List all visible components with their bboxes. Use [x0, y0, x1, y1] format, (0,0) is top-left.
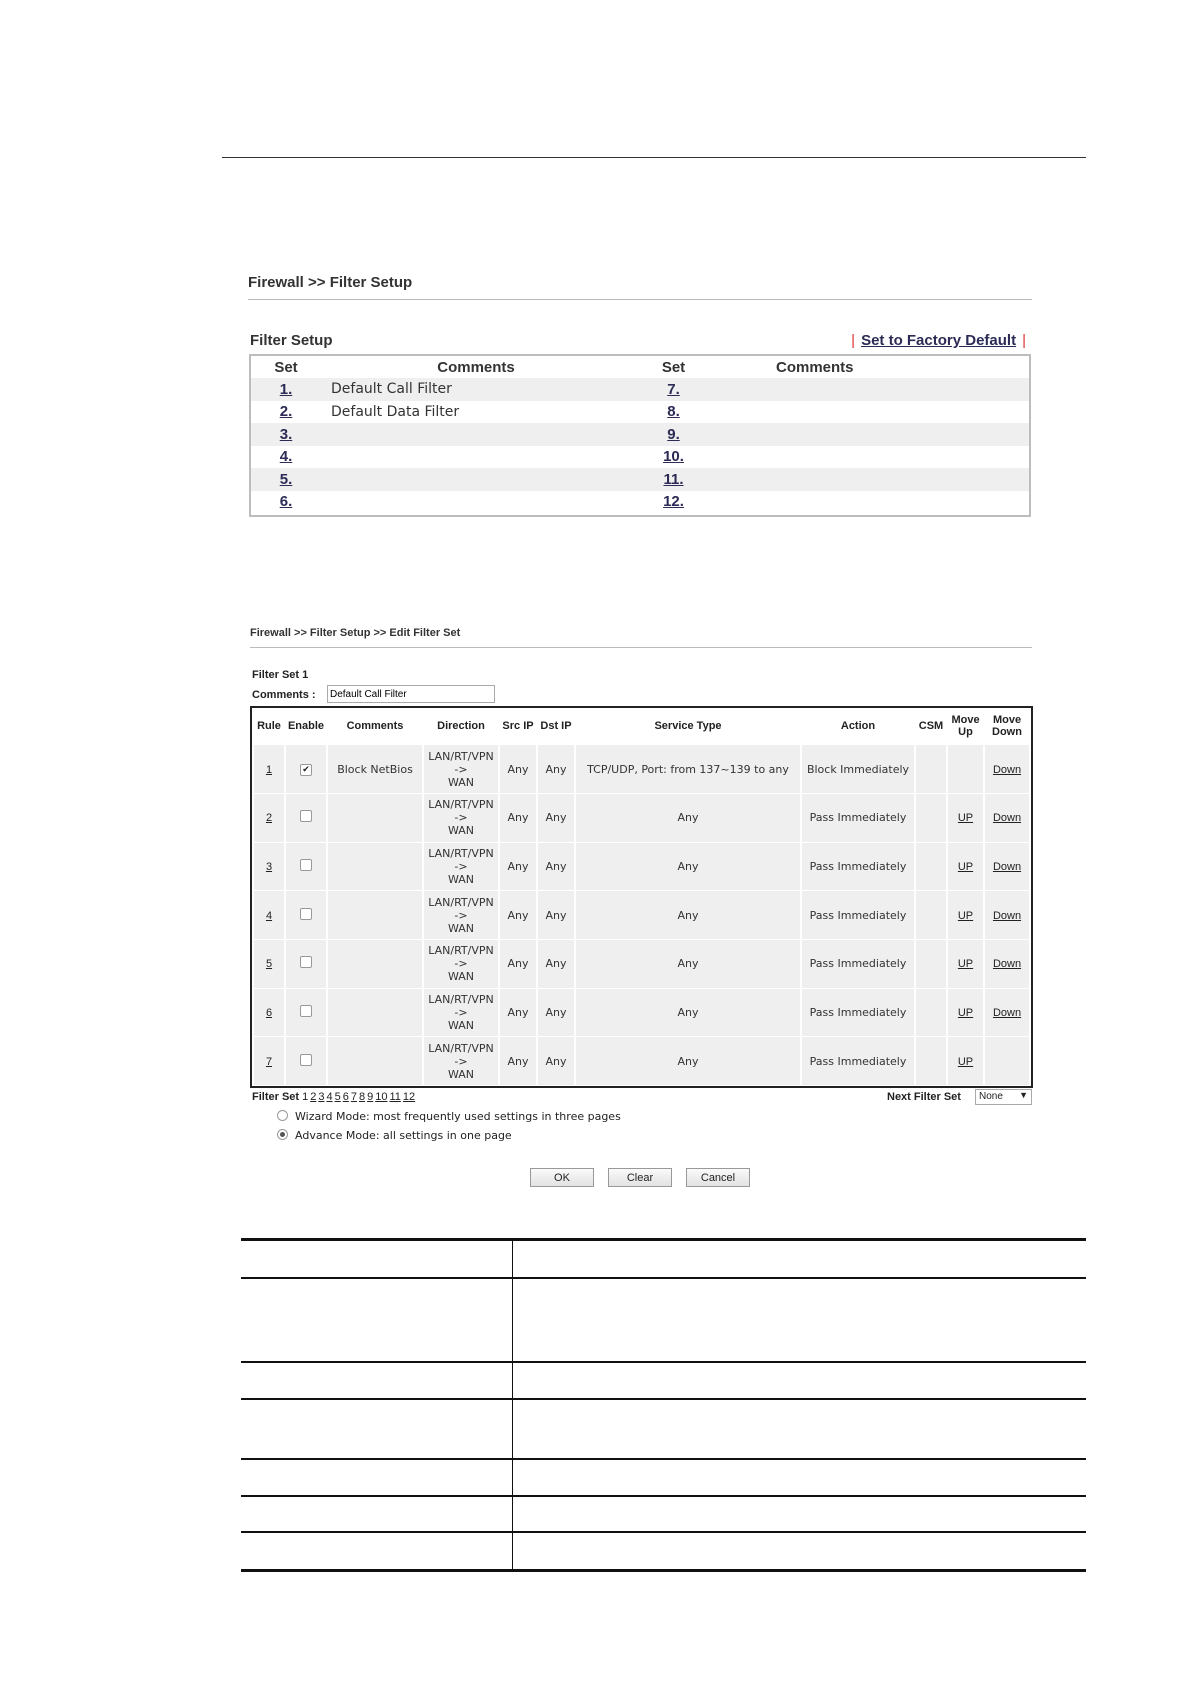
move-up-cell — [947, 842, 984, 891]
column-header-comments: Comments — [776, 358, 854, 376]
set-factory-default-link[interactable]: Set to Factory Default — [861, 332, 1017, 349]
enable-checkbox[interactable]: ✔ — [300, 764, 312, 776]
direction-line: LAN/RT/VPN — [428, 1041, 494, 1055]
breadcrumb-edit-filter-set: Firewall >> Filter Setup >> Edit Filter Set — [250, 627, 461, 639]
dst-ip-cell: Any — [537, 794, 575, 843]
table-row — [241, 1279, 1086, 1363]
move-up-cell — [947, 988, 984, 1037]
direction-line: -> — [454, 860, 468, 874]
set-comment — [716, 446, 1029, 469]
set-comment — [321, 446, 631, 469]
table-cell — [513, 1241, 1086, 1277]
move-up-cell — [947, 1037, 984, 1086]
enable-cell — [285, 1037, 327, 1086]
enable-cell — [285, 891, 327, 940]
table-row — [253, 744, 1030, 793]
direction-line: -> — [454, 957, 468, 971]
table-header-row — [251, 356, 1029, 378]
filter-set-table-box — [249, 354, 1031, 517]
move-down-link[interactable]: Down — [992, 861, 1022, 874]
table-row — [253, 842, 1030, 891]
direction-line: WAN — [447, 873, 475, 887]
table-cell — [241, 1241, 513, 1277]
set-cell — [631, 446, 716, 469]
service-type-cell: Any — [575, 794, 801, 843]
filter-set-current: 1 — [302, 1091, 309, 1103]
rules-table-box — [250, 706, 1033, 1088]
table-row — [253, 794, 1030, 843]
set-cell — [631, 401, 716, 424]
rule-number-cell — [253, 842, 285, 891]
direction-line: WAN — [447, 1018, 475, 1032]
column-header-csm: CSM — [915, 709, 947, 745]
table-row — [253, 891, 1030, 940]
filter-set-link[interactable]: 7. — [667, 380, 680, 398]
description-table — [241, 1238, 1086, 1572]
breadcrumb-filter-setup: Firewall >> Filter Setup — [248, 274, 413, 291]
direction-line: LAN/RT/VPN — [428, 798, 494, 812]
src-ip-cell: Any — [499, 744, 537, 793]
filter-set-page-link[interactable]: 2 — [310, 1091, 317, 1103]
move-down-cell — [984, 891, 1030, 940]
column-header-dst-ip: Dst IP — [537, 709, 575, 745]
csm-cell — [915, 891, 947, 940]
column-header-action: Action — [801, 709, 915, 745]
filter-set-link[interactable]: 12. — [663, 493, 684, 511]
table-row — [241, 1497, 1086, 1533]
table-row — [251, 468, 1029, 491]
table-row — [253, 1037, 1030, 1086]
move-down-cell — [984, 744, 1030, 793]
filter-set-link[interactable]: 5. — [279, 470, 293, 488]
header-line: Move — [951, 714, 980, 727]
action-cell: Pass Immediately — [801, 1037, 915, 1086]
direction-cell — [423, 842, 499, 891]
direction-line: WAN — [447, 921, 475, 935]
filter-set-page-link[interactable]: 11 — [389, 1091, 401, 1103]
table-row — [241, 1400, 1086, 1460]
direction-line: LAN/RT/VPN — [428, 895, 494, 909]
set-comment — [321, 491, 631, 514]
src-ip-cell: Any — [499, 988, 537, 1037]
rule-comment: Block NetBios — [327, 744, 423, 793]
table-row — [251, 423, 1029, 446]
rule-number-link[interactable]: 6 — [265, 1006, 273, 1019]
rule-comment — [327, 842, 423, 891]
filter-set-link[interactable]: 10. — [663, 448, 684, 466]
rule-number-link[interactable]: 1 — [265, 763, 273, 776]
direction-cell — [423, 794, 499, 843]
ok-button[interactable]: OK — [530, 1168, 594, 1187]
move-down-cell — [984, 988, 1030, 1037]
dst-ip-cell: Any — [537, 940, 575, 989]
table-row — [251, 491, 1029, 514]
rule-number-cell — [253, 1037, 285, 1086]
set-comment — [321, 423, 631, 446]
src-ip-cell: Any — [499, 794, 537, 843]
csm-cell — [915, 842, 947, 891]
filter-set-page-link[interactable]: 12 — [402, 1091, 416, 1103]
move-down-link[interactable]: Down — [992, 763, 1022, 776]
src-ip-cell: Any — [499, 891, 537, 940]
rule-number-cell — [253, 744, 285, 793]
set-cell — [251, 378, 321, 401]
dst-ip-cell: Any — [537, 842, 575, 891]
advance-mode-label: Advance Mode: all settings in one page — [295, 1129, 512, 1142]
set-comment — [716, 468, 1029, 491]
table-cell — [241, 1400, 513, 1458]
wizard-mode-label: Wizard Mode: most frequently used settings in three pages — [295, 1110, 621, 1123]
rule-number-link[interactable]: 2 — [265, 812, 273, 825]
table-row — [251, 446, 1029, 469]
table-row — [251, 378, 1029, 401]
advance-mode-option[interactable] — [277, 1129, 512, 1142]
column-header-src-ip: Src IP — [499, 709, 537, 745]
direction-line: WAN — [447, 1067, 475, 1081]
direction-line: WAN — [447, 824, 475, 838]
direction-line: WAN — [447, 970, 475, 984]
filter-set-link[interactable]: 9. — [667, 425, 680, 443]
filter-set-page-link[interactable]: 6 — [342, 1091, 349, 1103]
enable-checkbox[interactable] — [300, 908, 312, 920]
column-header-comments: Comments — [327, 709, 423, 745]
set-comment — [716, 491, 1029, 514]
direction-cell — [423, 988, 499, 1037]
direction-line: -> — [454, 1054, 468, 1068]
move-up-link[interactable]: UP — [957, 1055, 974, 1068]
action-cell: Pass Immediately — [801, 940, 915, 989]
move-up-link[interactable]: UP — [957, 958, 974, 971]
advance-mode-radio[interactable] — [277, 1129, 288, 1140]
pipe-separator: | — [851, 332, 856, 349]
filter-set-link[interactable]: 1. — [279, 380, 293, 398]
filter-set-pagination — [252, 1091, 415, 1103]
filter-set-link[interactable]: 2. — [279, 403, 293, 421]
direction-line: -> — [454, 1005, 468, 1019]
set-cell — [631, 378, 716, 401]
table-cell — [513, 1533, 1086, 1569]
move-down-link[interactable]: Down — [992, 1006, 1022, 1019]
column-header-rule: Rule — [253, 709, 285, 745]
table-cell — [513, 1279, 1086, 1361]
column-header-set: Set — [274, 358, 298, 376]
rule-number-cell — [253, 940, 285, 989]
set-cell — [631, 468, 716, 491]
direction-line: LAN/RT/VPN — [428, 944, 494, 958]
move-down-link[interactable]: Down — [992, 958, 1022, 971]
header-line: Up — [958, 726, 973, 739]
direction-cell — [423, 744, 499, 793]
column-header-set: Set — [661, 358, 686, 376]
move-down-cell — [984, 940, 1030, 989]
table-row — [241, 1363, 1086, 1400]
direction-line: -> — [454, 908, 468, 922]
table-row — [253, 988, 1030, 1037]
next-filter-set-value: None — [979, 1091, 1003, 1102]
service-type-cell: Any — [575, 1037, 801, 1086]
filter-set-link[interactable]: 6. — [279, 493, 293, 511]
table-row — [253, 940, 1030, 989]
rule-number-link[interactable]: 5 — [265, 958, 273, 971]
filter-set-page-link[interactable]: 8 — [358, 1091, 366, 1103]
move-down-cell — [984, 1037, 1030, 1086]
set-cell — [251, 491, 321, 514]
set-cell — [251, 401, 321, 424]
description-table-header — [241, 1238, 1086, 1279]
next-filter-set-select[interactable] — [975, 1089, 1032, 1105]
column-header-enable: Enable — [285, 709, 327, 745]
filter-set-table — [251, 356, 1029, 513]
direction-line: -> — [454, 811, 468, 825]
filter-set-link[interactable]: 3. — [279, 425, 293, 443]
table-row — [251, 401, 1029, 424]
csm-cell — [915, 794, 947, 843]
filter-set-page-link[interactable]: 3 — [318, 1091, 325, 1103]
factory-default-bar — [845, 332, 1032, 349]
table-cell — [241, 1460, 513, 1495]
service-type-cell: TCP/UDP, Port: from 137~139 to any — [575, 744, 801, 793]
action-cell: Pass Immediately — [801, 794, 915, 843]
wizard-mode-radio[interactable] — [277, 1110, 288, 1121]
direction-cell — [423, 891, 499, 940]
column-header-move-up — [947, 709, 984, 745]
set-comment — [716, 423, 1029, 446]
filter-set-link[interactable]: 11. — [663, 470, 684, 488]
dst-ip-cell: Any — [537, 744, 575, 793]
header-line: Down — [992, 726, 1022, 739]
rule-number-link[interactable]: 4 — [265, 909, 273, 922]
set-comment — [716, 378, 1029, 401]
move-down-link[interactable]: Down — [992, 812, 1022, 825]
set-cell — [631, 423, 716, 446]
enable-checkbox[interactable] — [300, 956, 312, 968]
page-top-rule — [222, 157, 1086, 158]
set-comment — [716, 401, 1029, 424]
rule-number-cell — [253, 891, 285, 940]
move-up-cell — [947, 891, 984, 940]
direction-line: -> — [454, 762, 468, 776]
rule-comment — [327, 891, 423, 940]
dst-ip-cell: Any — [537, 1037, 575, 1086]
rule-comment — [327, 988, 423, 1037]
table-cell — [513, 1497, 1086, 1531]
set-comment — [321, 468, 631, 491]
filter-set-page-link[interactable]: 4 — [326, 1091, 333, 1103]
enable-cell — [285, 988, 327, 1037]
enable-cell — [285, 794, 327, 843]
action-cell: Pass Immediately — [801, 988, 915, 1037]
csm-cell — [915, 988, 947, 1037]
table-header-row — [253, 709, 1030, 745]
rule-number-link[interactable]: 7 — [265, 1055, 273, 1068]
filter-set-page-link[interactable]: 10 — [375, 1091, 388, 1103]
table-row — [241, 1533, 1086, 1572]
service-type-cell: Any — [575, 940, 801, 989]
table-cell — [241, 1497, 513, 1531]
table-cell — [241, 1363, 513, 1398]
csm-cell — [915, 940, 947, 989]
set-cell — [251, 468, 321, 491]
set-cell — [251, 423, 321, 446]
set-comment: Default Data Filter — [331, 403, 460, 420]
move-down-link[interactable]: Down — [992, 909, 1022, 922]
direction-cell — [423, 1037, 499, 1086]
move-up-link[interactable]: UP — [957, 909, 974, 922]
comments-label: Comments : — [252, 689, 316, 701]
src-ip-cell: Any — [499, 842, 537, 891]
service-type-cell: Any — [575, 891, 801, 940]
table-cell — [241, 1279, 513, 1361]
column-header-direction: Direction — [423, 709, 499, 745]
rule-comment — [327, 940, 423, 989]
clear-button[interactable]: Clear — [608, 1168, 672, 1187]
move-down-cell — [984, 794, 1030, 843]
filter-set-page-link[interactable]: 9 — [367, 1091, 374, 1103]
direction-line: LAN/RT/VPN — [428, 992, 494, 1006]
column-header-comments: Comments — [437, 358, 515, 376]
next-filter-set-label: Next Filter Set — [887, 1091, 961, 1103]
comments-input[interactable] — [327, 685, 495, 703]
filter-setup-title: Filter Setup — [250, 332, 333, 349]
direction-cell — [423, 940, 499, 989]
set-comment: Default Call Filter — [321, 378, 631, 401]
service-type-cell: Any — [575, 988, 801, 1037]
move-up-link[interactable]: UP — [957, 812, 974, 825]
enable-checkbox[interactable] — [300, 1005, 312, 1017]
action-cell: Pass Immediately — [801, 842, 915, 891]
column-header-service-type: Service Type — [575, 709, 801, 745]
set-cell — [251, 446, 321, 469]
table-cell — [513, 1363, 1086, 1398]
wizard-mode-option[interactable] — [277, 1110, 621, 1123]
csm-cell — [915, 744, 947, 793]
dst-ip-cell: Any — [537, 988, 575, 1037]
filter-set-page-link[interactable]: 7 — [350, 1091, 357, 1103]
table-cell — [241, 1533, 513, 1569]
enable-checkbox[interactable] — [300, 859, 312, 871]
filter-set-label: Filter Set 1 — [252, 669, 309, 681]
src-ip-cell: Any — [499, 940, 537, 989]
service-type-cell: Any — [575, 842, 801, 891]
direction-line: WAN — [447, 775, 475, 789]
chevron-down-icon: ▼ — [1019, 1090, 1028, 1100]
move-up-cell — [947, 794, 984, 843]
table-row — [241, 1460, 1086, 1497]
move-up-link[interactable]: UP — [957, 1006, 974, 1019]
src-ip-cell: Any — [499, 1037, 537, 1086]
direction-line: LAN/RT/VPN — [428, 749, 494, 763]
enable-checkbox[interactable] — [300, 1054, 312, 1066]
filter-set-page-link[interactable]: 5 — [334, 1091, 341, 1103]
cancel-button[interactable]: Cancel — [686, 1168, 750, 1187]
csm-cell — [915, 1037, 947, 1086]
rule-number-cell — [253, 794, 285, 843]
direction-line: LAN/RT/VPN — [428, 847, 494, 861]
rules-table — [252, 708, 1031, 1086]
set-cell — [631, 491, 716, 514]
filter-set-link[interactable]: 4. — [279, 448, 293, 466]
table-cell — [513, 1400, 1086, 1458]
move-down-cell — [984, 842, 1030, 891]
move-up-link[interactable]: UP — [957, 861, 974, 874]
table-cell — [513, 1460, 1086, 1495]
pipe-separator: | — [1022, 332, 1026, 349]
rule-number-cell — [253, 988, 285, 1037]
column-header-move-down — [984, 709, 1030, 745]
breadcrumb-divider — [250, 647, 1032, 648]
breadcrumb-divider — [248, 299, 1032, 300]
action-cell: Pass Immediately — [801, 891, 915, 940]
dst-ip-cell: Any — [537, 891, 575, 940]
action-cell: Block Immediately — [801, 744, 915, 793]
rule-comment — [327, 1037, 423, 1086]
rule-number-link[interactable]: 3 — [265, 861, 273, 874]
filter-set-nav-label: Filter Set — [252, 1091, 300, 1103]
enable-cell — [285, 940, 327, 989]
move-up-cell — [947, 940, 984, 989]
enable-cell — [285, 744, 327, 793]
enable-checkbox[interactable] — [300, 810, 312, 822]
rule-comment — [327, 794, 423, 843]
header-line: Move — [992, 714, 1022, 727]
move-up-cell — [947, 744, 984, 793]
filter-set-link[interactable]: 8. — [667, 403, 680, 421]
enable-cell — [285, 842, 327, 891]
